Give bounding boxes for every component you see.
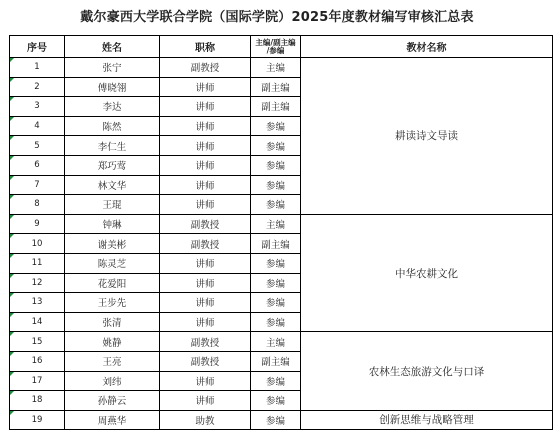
cell-marker-icon	[10, 195, 14, 199]
cell-marker-icon	[10, 136, 14, 140]
row-seq: 4	[10, 116, 65, 136]
cell-marker-icon	[10, 352, 14, 356]
cell-marker-icon	[10, 78, 14, 82]
row-name: 郑巧莺	[65, 155, 160, 175]
row-rank: 助教	[160, 410, 251, 430]
table-body	[10, 58, 553, 430]
row-seq: 6	[10, 155, 65, 175]
row-rank: 副教授	[160, 351, 251, 371]
row-role: 参编	[251, 136, 301, 156]
cell-marker-icon	[10, 293, 14, 297]
row-role: 副主编	[251, 97, 301, 117]
cell-marker-icon	[10, 117, 14, 121]
table-row	[10, 410, 553, 430]
row-seq: 9	[10, 214, 65, 234]
row-name: 林文华	[65, 175, 160, 195]
row-seq: 1	[10, 58, 65, 78]
table-row	[10, 58, 553, 78]
cell-marker-icon	[10, 372, 14, 376]
row-seq: 16	[10, 351, 65, 371]
row-name: 刘纬	[65, 371, 160, 391]
table-row	[10, 332, 553, 352]
row-role: 参编	[251, 195, 301, 215]
row-role: 参编	[251, 293, 301, 313]
row-role: 参编	[251, 312, 301, 332]
row-seq: 15	[10, 332, 65, 352]
row-rank: 讲师	[160, 273, 251, 293]
header-textbook: 教材名称	[301, 36, 553, 58]
row-rank: 讲师	[160, 97, 251, 117]
header-role-line2: /参编	[266, 45, 285, 55]
row-role: 参编	[251, 253, 301, 273]
row-name: 谢美彬	[65, 234, 160, 254]
row-seq: 18	[10, 391, 65, 411]
row-seq: 3	[10, 97, 65, 117]
row-name: 王琨	[65, 195, 160, 215]
row-seq: 11	[10, 253, 65, 273]
textbook-name: 中华农耕文化	[301, 214, 553, 332]
row-role: 参编	[251, 273, 301, 293]
row-rank: 讲师	[160, 116, 251, 136]
row-rank: 讲师	[160, 136, 251, 156]
row-name: 花爱阳	[65, 273, 160, 293]
row-role: 副主编	[251, 351, 301, 371]
cell-marker-icon	[10, 411, 14, 415]
cell-marker-icon	[10, 391, 14, 395]
row-seq: 17	[10, 371, 65, 391]
row-role: 参编	[251, 391, 301, 411]
row-name: 陈灵芝	[65, 253, 160, 273]
row-name: 张宁	[65, 58, 160, 78]
textbook-name: 农林生态旅游文化与口译	[301, 332, 553, 410]
row-name: 张清	[65, 312, 160, 332]
row-seq: 19	[10, 410, 65, 430]
cell-marker-icon	[10, 97, 14, 101]
cell-marker-icon	[10, 313, 14, 317]
row-seq: 10	[10, 234, 65, 254]
header-name: 姓名	[65, 36, 160, 58]
row-role: 主编	[251, 332, 301, 352]
cell-marker-icon	[10, 254, 14, 258]
row-name: 王亮	[65, 351, 160, 371]
row-rank: 讲师	[160, 175, 251, 195]
row-name: 孙静云	[65, 391, 160, 411]
row-seq: 7	[10, 175, 65, 195]
header-role-line1: 主编/副主编	[255, 37, 296, 47]
row-role: 参编	[251, 410, 301, 430]
row-name: 李达	[65, 97, 160, 117]
row-seq: 2	[10, 77, 65, 97]
header-row	[10, 36, 553, 58]
row-rank: 讲师	[160, 253, 251, 273]
textbook-name: 创新思维与战略管理	[301, 410, 553, 430]
row-rank: 讲师	[160, 371, 251, 391]
row-seq: 5	[10, 136, 65, 156]
cell-marker-icon	[10, 176, 14, 180]
row-rank: 讲师	[160, 155, 251, 175]
row-role: 主编	[251, 214, 301, 234]
table-row	[10, 214, 553, 234]
row-rank: 讲师	[160, 195, 251, 215]
header-rank: 职称	[160, 36, 251, 58]
cell-marker-icon	[10, 58, 14, 62]
row-name: 姚静	[65, 332, 160, 352]
row-role: 参编	[251, 371, 301, 391]
row-name: 李仁生	[65, 136, 160, 156]
row-rank: 副教授	[160, 214, 251, 234]
cell-marker-icon	[10, 332, 14, 336]
row-name: 陈然	[65, 116, 160, 136]
cell-marker-icon	[10, 274, 14, 278]
row-rank: 讲师	[160, 77, 251, 97]
cell-marker-icon	[10, 215, 14, 219]
page-title: 戴尔豪西大学联合学院（国际学院）2025年度教材编写审核汇总表	[80, 10, 474, 25]
row-role: 参编	[251, 155, 301, 175]
row-rank: 讲师	[160, 293, 251, 313]
cell-marker-icon	[10, 234, 14, 238]
row-seq: 12	[10, 273, 65, 293]
row-role: 主编	[251, 58, 301, 78]
row-role: 参编	[251, 175, 301, 195]
row-seq: 8	[10, 195, 65, 215]
row-name: 周燕华	[65, 410, 160, 430]
row-rank: 副教授	[160, 58, 251, 78]
header-seq: 序号	[10, 36, 65, 58]
row-rank: 讲师	[160, 391, 251, 411]
textbook-name: 耕读诗文导读	[301, 58, 553, 215]
row-name: 钟琳	[65, 214, 160, 234]
row-name: 王步先	[65, 293, 160, 313]
row-name: 傅晓翎	[65, 77, 160, 97]
row-seq: 13	[10, 293, 65, 313]
summary-table	[9, 35, 553, 430]
row-rank: 副教授	[160, 332, 251, 352]
row-role: 副主编	[251, 234, 301, 254]
row-rank: 讲师	[160, 312, 251, 332]
row-role: 参编	[251, 116, 301, 136]
row-rank: 副教授	[160, 234, 251, 254]
row-seq: 14	[10, 312, 65, 332]
cell-marker-icon	[10, 156, 14, 160]
header-role	[251, 36, 301, 58]
row-role: 副主编	[251, 77, 301, 97]
